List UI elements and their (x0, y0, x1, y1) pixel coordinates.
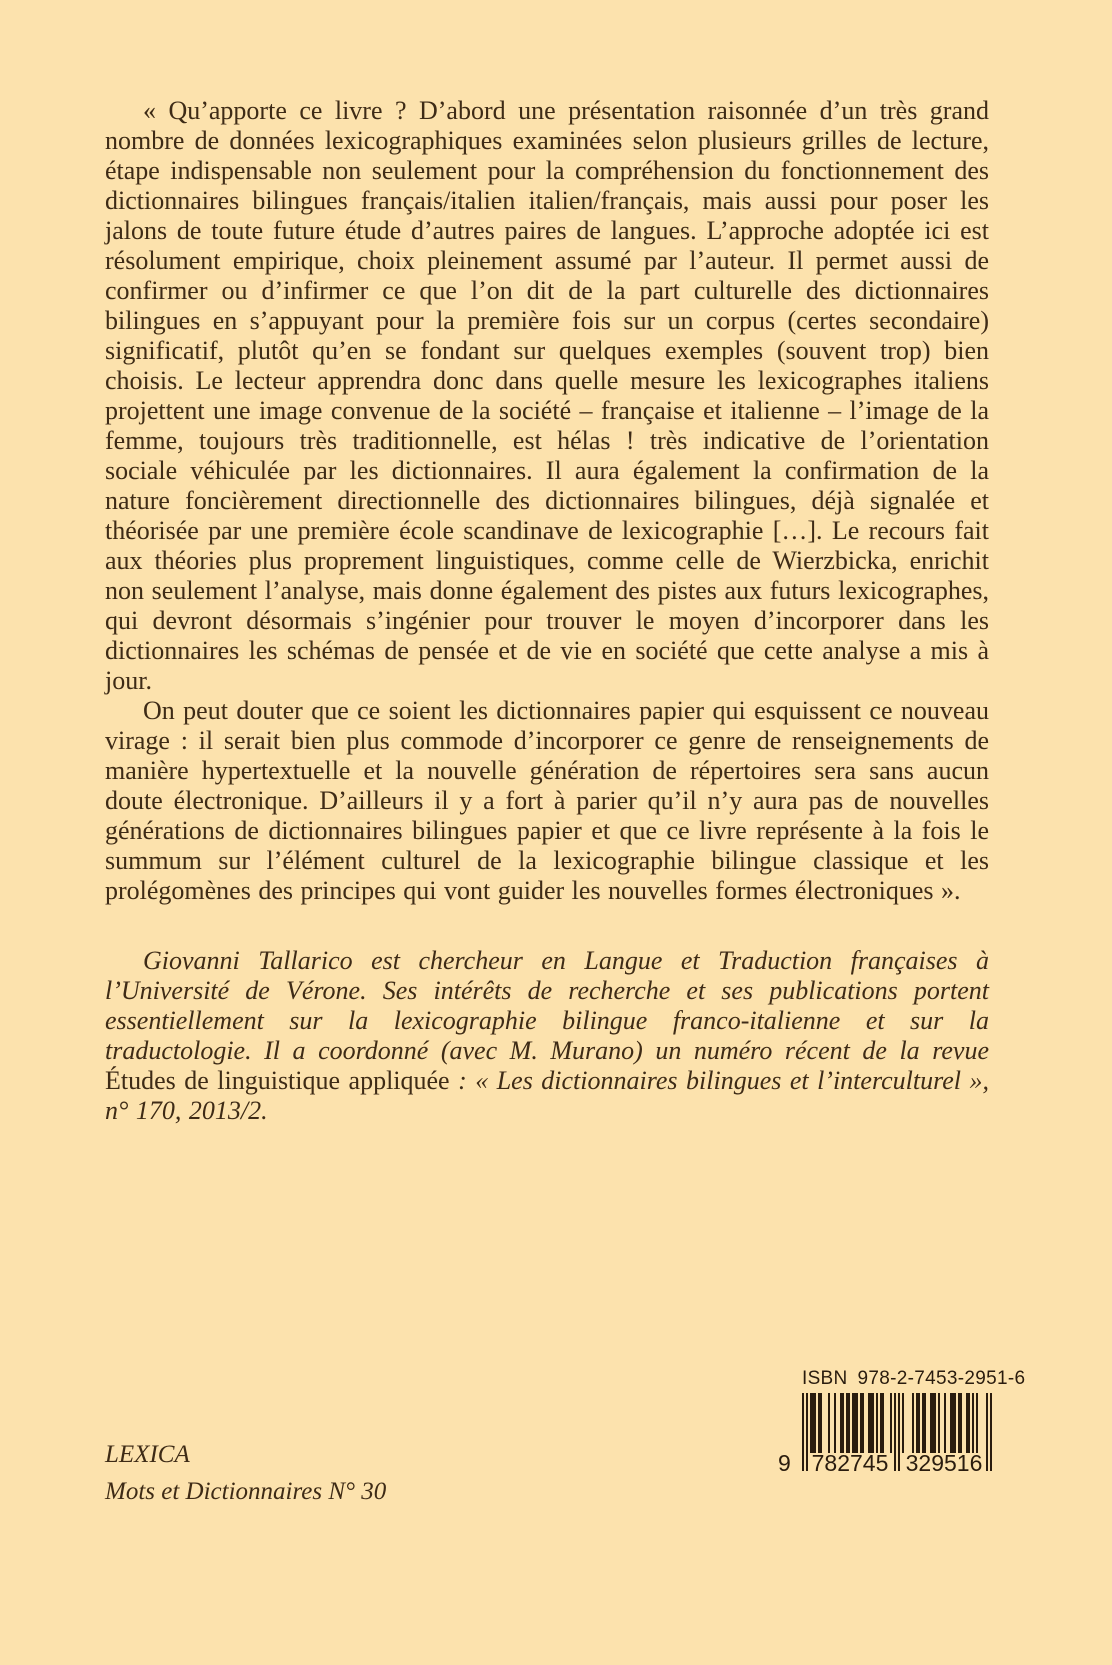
ean-digit-group-2: 329516 (905, 1450, 983, 1476)
ean-digit-first: 9 (778, 1450, 791, 1476)
ean-barcode (778, 1393, 992, 1493)
author-bio-paragraph (105, 946, 989, 1126)
blurb-paragraph-1: « Qu’apporte ce livre ? D’abord une présentation raisonnée d’un très grand nombre de données lexicographiques examinées selon plusieurs grilles de lecture, étape indispensable non seulement pour la compréhension du fonctionnement des dictionnaires bilingues français/italien italien/français, mais aussi pour poser les jalons de toute future étude d’autres paires de langues. L’approche adoptée ici est résolument empirique, choix pleinement assumé par l’auteur. Il permet aussi de confirmer ou d’infirmer ce que l’on dit de la part culturelle des dictionnaires bilingues en s’appuyant pour la première fois sur un corpus (certes secondaire) significatif, plutôt qu’en se fondant sur quelques exemples (souvent trop) bien choisis. Le lecteur apprendra donc dans quelle mesure les lexicographes italiens projettent une image convenue de la société – française et italienne – l’image de la femme, toujours très traditionnelle, est hélas ! très indicative de l’orientation sociale véhiculée par les dictionnaires. Il aura également la confirmation de la nature foncièrement directionnelle des dictionnaires bilingues, déjà signalée et théorisée par une première école scandinave de lexicographie […]. Le recours fait aux théories plus proprement linguistiques, comme celle de Wierzbicka, enrichit non seulement l’analyse, mais donne également des pistes aux futurs lexicographes, qui devront désormais s’ingénier pour trouver le moyen d’incorporer dans les dictionnaires les schémas de pensée et de vie en société que cette analyse a mis à jour. (105, 96, 989, 695)
bio-text-part-1: Giovanni Tallarico est chercheur en Langue et Traduction françaises à l’Université de Vérone. Ses intérêts de recherche et ses publications portent essentiellement sur la lexicographie bilingue franco-italienne et sur la traductologie. Il a coordonné (avec M. Murano) un numéro récent de la revue (105, 946, 989, 1065)
blurb-paragraph-2: On peut douter que ce soient les dictionnaires papier qui esquissent ce nouveau virage : il serait bien plus commode d’incorporer ce genre de renseignements de manière hypertextuelle et la nouvelle génération de répertoires sera sans aucun doute électronique. D’ailleurs il y a fort à parier qu’il n’y aura pas de nouvelles générations de dictionnaires bilingues papier et que ce livre représente à la fois le summum sur l’élément culturel de la lexicographie bilingue classique et les prolégomènes des principes qui vont guider les nouvelles formes électroniques ». (105, 696, 989, 905)
ean-digit-group-1: 782745 (811, 1450, 889, 1476)
isbn-label: ISBN (802, 1368, 848, 1389)
imprint-block (105, 1436, 386, 1510)
isbn-line (802, 1368, 1026, 1390)
isbn-value: 978-2-7453-2951-6 (857, 1368, 1026, 1389)
series-title: LEXICA (105, 1441, 190, 1468)
series-subtitle: Mots et Dictionnaires N° 30 (105, 1478, 387, 1505)
isbn-block (748, 1368, 1026, 1493)
bio-text-part-2: : « Les dictionnaires bilingues et l’interculturel », n° 170, 2013/2. (105, 1066, 989, 1125)
bio-journal-title: Études de linguistique appliquée (105, 1066, 450, 1095)
blurb-block (105, 96, 989, 1126)
